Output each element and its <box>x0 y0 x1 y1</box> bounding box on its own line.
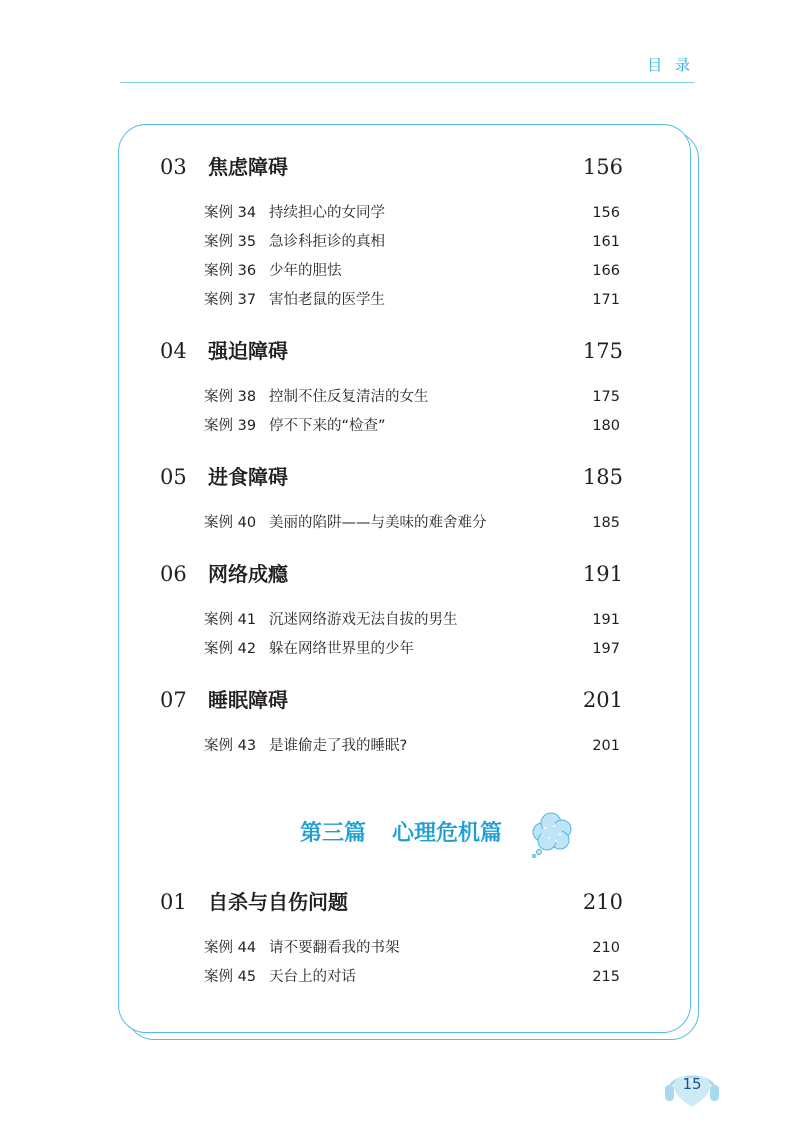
page-number: 15 <box>682 1075 702 1093</box>
case-label: 案例 36 <box>204 263 257 279</box>
case-label: 案例 34 <box>204 205 257 221</box>
case-page: 201 <box>592 738 620 754</box>
section-title: 网络成瘾 <box>208 562 288 586</box>
toc-case-36[interactable] <box>204 260 620 282</box>
toc-case-45[interactable] <box>204 966 620 988</box>
case-title: 少年的胆怯 <box>269 263 342 279</box>
section-number: 05 <box>160 465 187 489</box>
section-title: 强迫障碍 <box>208 339 288 363</box>
section-page: 201 <box>582 688 623 712</box>
case-title: 请不要翻看我的书架 <box>269 940 400 956</box>
case-page: 156 <box>592 205 620 221</box>
case-page: 185 <box>592 515 620 531</box>
case-title: 持续担心的女同学 <box>269 205 385 221</box>
case-page: 161 <box>592 234 620 250</box>
toc-section-01[interactable] <box>160 886 623 918</box>
case-label: 案例 38 <box>204 389 257 405</box>
toc-case-42[interactable] <box>204 638 620 660</box>
case-label: 案例 39 <box>204 418 257 434</box>
case-page: 215 <box>592 969 620 985</box>
part-title: 心理危机篇 <box>392 820 503 846</box>
section-number: 01 <box>160 890 187 914</box>
case-label: 案例 45 <box>204 969 257 985</box>
section-number: 04 <box>160 339 187 363</box>
case-title: 控制不住反复清洁的女生 <box>269 389 429 405</box>
case-page: 166 <box>592 263 620 279</box>
case-title: 天台上的对话 <box>269 969 356 985</box>
toc-case-43[interactable] <box>204 735 620 757</box>
section-page: 156 <box>582 155 623 179</box>
toc-section-03[interactable] <box>160 151 623 183</box>
toc-section-05[interactable] <box>160 461 623 493</box>
section-page: 185 <box>582 465 623 489</box>
toc-case-44[interactable] <box>204 937 620 959</box>
case-title: 急诊科拒诊的真相 <box>269 234 385 250</box>
case-title: 躲在网络世界里的少年 <box>269 641 414 657</box>
toc-case-37[interactable] <box>204 289 620 311</box>
case-label: 案例 43 <box>204 738 257 754</box>
case-title: 美丽的陷阱——与美味的难舍难分 <box>269 515 487 531</box>
case-page: 180 <box>592 418 620 434</box>
section-title: 自杀与自伤问题 <box>208 890 348 914</box>
case-title: 是谁偷走了我的睡眠? <box>269 738 408 754</box>
case-title: 沉迷网络游戏无法自拔的男生 <box>269 612 458 628</box>
part-name: 第三篇 <box>300 820 367 846</box>
case-page: 191 <box>592 612 620 628</box>
section-page: 210 <box>582 890 623 914</box>
section-title: 睡眠障碍 <box>208 688 288 712</box>
case-page: 197 <box>592 641 620 657</box>
toc-section-06[interactable] <box>160 558 623 590</box>
case-title: 停不下来的“检查” <box>269 418 386 434</box>
cloud-icon <box>530 812 574 858</box>
case-title: 害怕老鼠的医学生 <box>269 292 385 308</box>
toc-section-04[interactable] <box>160 335 623 367</box>
section-title: 焦虑障碍 <box>208 155 288 179</box>
section-title: 进食障碍 <box>208 465 288 489</box>
case-page: 210 <box>592 940 620 956</box>
toc-case-41[interactable] <box>204 609 620 631</box>
section-page: 191 <box>582 562 623 586</box>
section-number: 06 <box>160 562 187 586</box>
toc-case-39[interactable] <box>204 415 620 437</box>
case-label: 案例 40 <box>204 515 257 531</box>
section-number: 03 <box>160 155 187 179</box>
case-label: 案例 35 <box>204 234 257 250</box>
case-label: 案例 37 <box>204 292 257 308</box>
case-label: 案例 44 <box>204 940 257 956</box>
part-heading[interactable] <box>300 816 502 850</box>
toc-case-34[interactable] <box>204 202 620 224</box>
toc-case-35[interactable] <box>204 231 620 253</box>
header-rule <box>120 82 694 83</box>
section-page: 175 <box>582 339 623 363</box>
toc-case-38[interactable] <box>204 386 620 408</box>
section-number: 07 <box>160 688 187 712</box>
header-label: 目 录 <box>647 56 694 74</box>
toc-section-07[interactable] <box>160 684 623 716</box>
case-page: 171 <box>592 292 620 308</box>
case-page: 175 <box>592 389 620 405</box>
case-label: 案例 41 <box>204 612 257 628</box>
toc-case-40[interactable] <box>204 512 620 534</box>
case-label: 案例 42 <box>204 641 257 657</box>
